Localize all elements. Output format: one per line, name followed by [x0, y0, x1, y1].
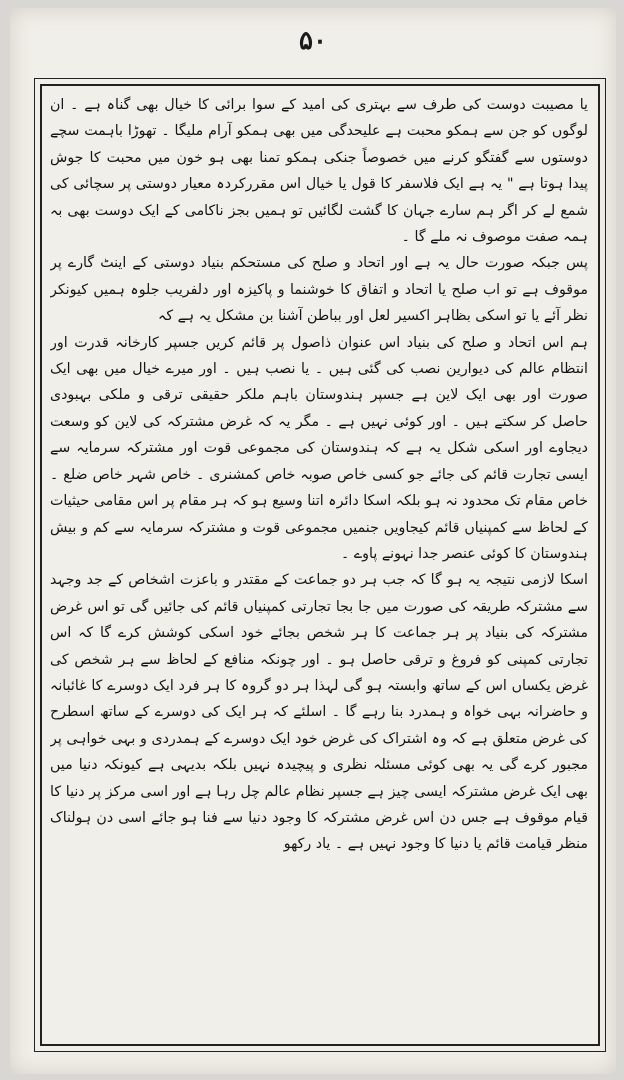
- paragraph-4: اسکا لازمی نتیجہ یہ ہو گا کہ جب ہر دو جماعت کے مقتدر و باعزت اشخاص کے جد وجہد سے مشترکہ طریقہ کی صورت میں جا بجا تجارتی کمپنیاں قائم کی جائیں گی تو اس غرض مشترکہ کی بنیاد پر ہر جماعت کا ہر شخص بجائے خود اسکی کوشش کرے گا کہ اس تجارتی کمپنی کو فروغ و ترقی حاصل ہو ۔ اور چونکہ منافع کے لحاظ سے ہر شخص کی غرض یکساں اس کے ساتھ وابستہ ہو گی لہذا ہر دو گروہ کا ہر فرد ایک دوسرے کا غائبانہ و حاضرانہ بہی خواہ و ہمدرد بنا رہے گا ۔ اسلئے کہ ہر ایک کی دوسرے کے ساتھ اسطرح کی غرض متعلق ہے کہ وہ اشتراک کی غرض خود ایک دوسرے کے ہمدردی و بہی خواہی پر مجبور کرے گی یہ بھی کوئی مسئلہ نظری و پیچیدہ نہیں بلکہ بدیہی ہے کیونکہ دنیا میں بھی ایک غرض مشترکہ ایسی چیز ہے جسپر نظام عالم چل رہا ہے اور اسی مرکز پر دنیا کا قیام موقوف ہے جس دن اس غرض مشترکہ کا وجود دنیا سے فنا ہو جائے اسی دن ہولناک منظر قیامت قائم یا دنیا کا وجود نہیں ہے ۔ یاد رکھو: [50, 572, 588, 853]
- paragraph-2: پس جبکہ صورت حال یہ ہے اور اتحاد و صلح کی مستحکم بنیاد دوستی کے اینٹ گارے پر موقوف ہے تو اب صلح یا اتحاد و اتفاق کا خوشنما و پاکیزہ اور دلفریب جلوہ ہمیں کیونکر نظر آئے یا تو اسکی بظاہر اکسیر لعل اور بباطن آشنا بن مشکل یہ ہے کہ: [50, 255, 588, 325]
- page-number: ۵۰: [299, 26, 327, 56]
- paragraph-1: یا مصیبت دوست کی طرف سے بہتری کی امید کے سوا برائی کا خیال بھی گناہ ہے ۔ ان لوگوں کو جن سے ہمکو محبت ہے علیحدگی میں بھی ہمکو آرام ملیگا ۔ تھوڑا باہمت سچے دوستوں سے گفتگو کرنے میں خصوصاً جنکی ہمکو تمنا بھی ہو خون میں محبت کا جوش پیدا ہوتا ہے " یہ ہے ایک فلاسفر کا قول یا خیال اس مقررکردہ معیار دوستی پر سچائی کی شمع لے کر اگر ہم سارے جہان کا گشت لگائیں تو ہمیں بجز ناکامی کے ایک دوست بھی بہ ہمہ صفت موصوف نہ ملے گا ۔: [50, 97, 588, 246]
- body-text: [50, 92, 588, 1038]
- scanned-page: [10, 8, 616, 1074]
- text-frame: [40, 84, 600, 1046]
- paragraph-3: ہم اس اتحاد و صلح کی بنیاد اس عنوان ذاصول پر قائم کریں جسپر کارخانہ قدرت اور انتظام عالم کی دیوارین نصب کی گئی ہیں ۔ یا نصب ہیں ۔ اور میرے خیال میں بھی ایک صورت اور بھی ایک لاین ہے جسپر ہندوستان باہم ملکر حقیقی ترقی و ملکی بہبودی حاصل کر سکتے ہیں ۔ اور کوئی نہیں ہے ۔ مگر یہ کہ غرض مشترکہ کی لاین کو وسعت دیجاوے اور اسکی شکل یہ ہے کہ ہندوستان کی مجموعی قوت اور مشترکہ سرمایہ سے ایسی تجارت قائم کی جائے جو کسی خاص صوبہ خاص کمشنری ۔ خاص شہر خاص ضلع ۔ خاص مقام تک محدود نہ ہو بلکہ اسکا دائرہ اتنا وسیع ہو کہ ہر مقام پر اس مقامی حیثیات کے لحاظ سے کمپنیاں قائم کیجاویں جنمیں مجموعی قوت و مشترکہ سرمایہ سے کم و بیش ہندوستان کا کوئی عنصر جدا نہونے پاوے ۔: [50, 334, 588, 562]
